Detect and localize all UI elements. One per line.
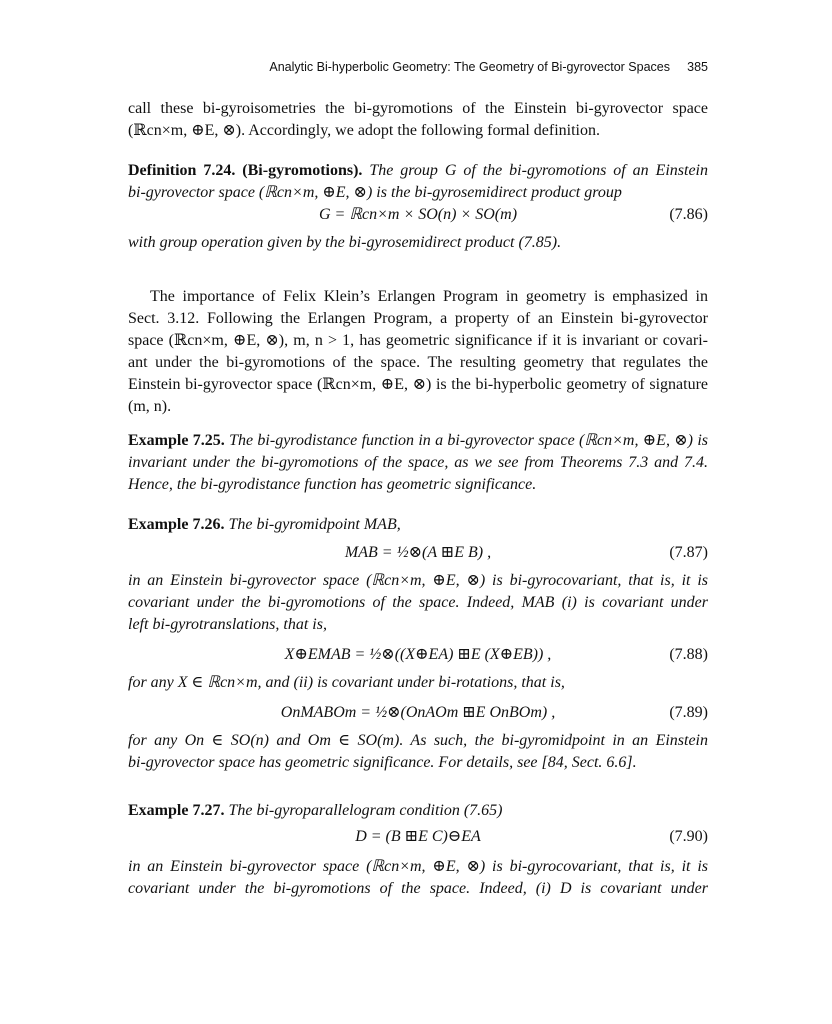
intro-paragraph [128,98,708,142]
example-7-27-text-1: The bi-gyroparallelogram condition (7.65) [228,802,503,819]
example-7-27-line-1 [128,800,708,822]
erlangen-paragraph [128,286,708,418]
erlangen-line-1: The importance of Felix Klein’s Erlangen Program in geometry is emphasized in [150,288,708,305]
equation-7-90-body: D = (B ⊞E C)⊖EA [355,828,481,845]
definition-after: with group operation given by the bi-gyrosemidirect product (7.85). [128,234,562,251]
equation-7-86-number: (7.86) [669,206,708,223]
definition-label: Definition 7.24. (Bi-gyromotions). [128,162,363,179]
example-7-25-line-1 [128,430,708,452]
equation-7-89-body: OnMABOm = ½⊗(OnAOm ⊞E OnBOm) , [280,704,556,721]
equation-7-90 [128,826,708,848]
definition-line-2: bi-gyrovector space (ℝcn×m, ⊕E, ⊗) is the bi-gyrosemidirect product group [128,184,622,201]
equation-7-88-number: (7.88) [669,646,708,663]
example-7-27-label: Example 7.27. [128,802,225,819]
example-7-26 [128,514,708,774]
erlangen-line-6: (m, n). [128,398,172,415]
example-7-27 [128,800,708,900]
example-7-25-label: Example 7.25. [128,432,225,449]
equation-7-88-body: X⊕EMAB = ½⊗((X⊕EA) ⊞E (X⊕EB)) , [284,646,552,663]
example-7-26-text-c-2: bi-gyrovector space has geometric significance. For details, see [84, Sect. 6.6]. [128,754,637,771]
example-7-27-text-1-line: in an Einstein bi-gyrovector space (ℝcn×m, ⊕E, ⊗) is bi-gyrocovariant, that is, it is [128,858,708,875]
equation-7-86-body: G = ℝcn×m × SO(n) × SO(m) [318,206,518,223]
erlangen-line-3: space (ℝcn×m, ⊕E, ⊗), m, n > 1, has geometric significance if it is invariant or covari- [128,332,708,349]
intro-line-1: call these bi-gyroisometries the bi-gyromotions of the Einstein bi-gyrovector space [128,100,708,117]
example-7-26-line-1 [128,514,708,536]
example-7-25-line-2: invariant under the bi-gyromotions of the space, as we see from Theorems 7.3 and 7.4. [128,454,708,471]
equation-7-89 [128,702,708,724]
example-7-26-text-1: The bi-gyromidpoint MAB, [228,516,401,533]
example-7-26-text-a-3: left bi-gyrotranslations, that is, [128,616,327,633]
example-7-25 [128,430,708,496]
definition-7-24 [128,160,708,254]
example-7-26-text-c-1: for any On ∈ SO(n) and Om ∈ SO(m). As such, the bi-gyromidpoint in an Einstein [128,732,708,749]
definition-line-1 [128,160,708,182]
erlangen-line-5: Einstein bi-gyrovector space (ℝcn×m, ⊕E, ⊗) is the bi-hyperbolic geometry of signature [128,376,708,393]
example-7-25-line-3: Hence, the bi-gyrodistance function has geometric significance. [128,476,537,493]
equation-7-86 [128,204,708,226]
running-header [128,56,708,74]
equation-7-90-number: (7.90) [669,828,708,845]
intro-line-2: (ℝcn×m, ⊕E, ⊗). Accordingly, we adopt the following formal definition. [128,122,600,139]
erlangen-line-4: ant under the bi-gyromotions of the space. The resulting geometry that regulates the [128,354,708,371]
equation-7-87 [128,542,708,564]
example-7-25-text-1: The bi-gyrodistance function in a bi-gyrovector space (ℝcn×m, ⊕E, ⊗) is [229,432,709,449]
definition-text-1: The group G of the bi-gyromotions of an Einstein [369,162,709,179]
example-7-26-text-a-1: in an Einstein bi-gyrovector space (ℝcn×m, ⊕E, ⊗) is bi-gyrocovariant, that is, it is [128,572,708,589]
running-title: Analytic Bi-hyperbolic Geometry: The Geometry of Bi-gyrovector Spaces [269,60,670,74]
example-7-26-text-b: for any X ∈ ℝcn×m, and (ii) is covariant under bi-rotations, that is, [128,674,565,691]
equation-7-89-number: (7.89) [669,704,708,721]
equation-7-87-number: (7.87) [669,544,708,561]
erlangen-line-2: Sect. 3.12. Following the Erlangen Program, a property of an Einstein bi-gyrovector [128,310,708,327]
page-number: 385 [687,60,708,74]
example-7-26-label: Example 7.26. [128,516,225,533]
equation-7-87-body: MAB = ½⊗(A ⊞E B) , [344,544,492,561]
example-7-26-text-a-2: covariant under the bi-gyromotions of the space. Indeed, MAB (i) is covariant under [128,594,708,611]
equation-7-88 [128,644,708,666]
example-7-27-text-2-line: covariant under the bi-gyromotions of the space. Indeed, (i) D is covariant under [128,880,708,897]
